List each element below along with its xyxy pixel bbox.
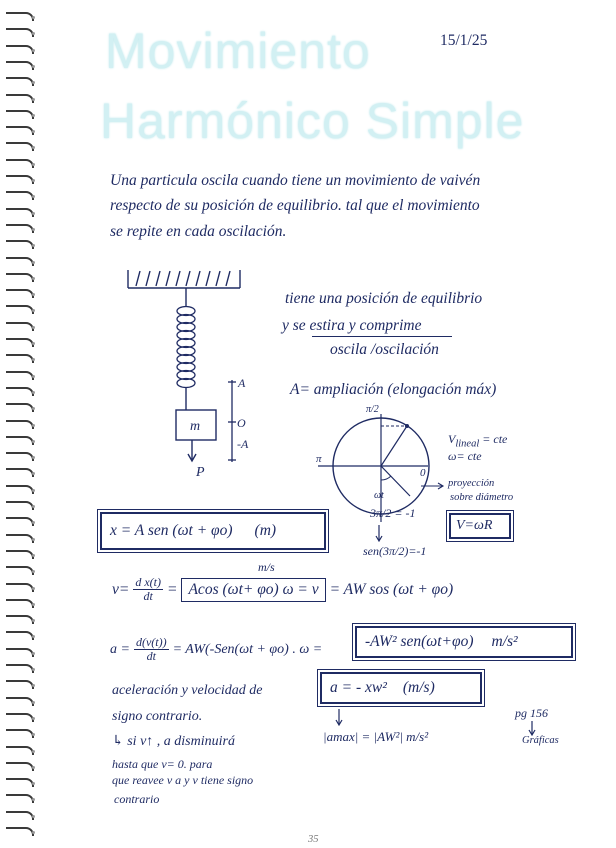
acceleration-short-box	[320, 672, 482, 704]
spiral-ring	[6, 631, 34, 640]
projection-note-2: sobre diámetro	[450, 492, 514, 503]
spiral-ring	[6, 762, 34, 771]
spiral-ring	[6, 45, 34, 54]
spiral-ring	[6, 175, 34, 184]
spiral-ring	[6, 77, 34, 86]
spiral-ring	[6, 273, 34, 282]
linear-velocity-note: $V_{lineal}$ = cte	[448, 432, 508, 450]
note-line-4: hasta que v= 0. para	[112, 757, 213, 771]
title-line-1: Movimiento	[105, 23, 371, 79]
spiral-ring	[6, 371, 34, 380]
spiral-ring	[6, 746, 34, 755]
label-neg-a: -A	[237, 437, 249, 451]
accel-boxed: -AW² sen(ωt+φo)	[365, 633, 474, 650]
linear-velocity-formula: V=ωR	[456, 518, 493, 533]
weight-arrow	[188, 440, 196, 461]
spiral-ring	[6, 713, 34, 722]
label-o: O	[237, 416, 246, 430]
accel-mid: = AW(-Sen(ωt + φo) . ω =	[172, 641, 323, 657]
reference-page: pg 156	[515, 706, 548, 720]
spiral-ring	[6, 664, 34, 673]
label-a: A	[238, 376, 246, 390]
spiral-ring	[6, 240, 34, 249]
spring-note-1: tiene una posición de equilibrio	[285, 290, 483, 307]
spiral-ring	[6, 485, 34, 494]
velocity-boxed: Acos (ωt+ φo) ω = v	[181, 578, 325, 602]
spiral-ring	[6, 12, 34, 21]
spiral-ring	[6, 322, 34, 331]
spring-mass-diagram	[120, 262, 260, 482]
spiral-ring	[6, 142, 34, 151]
projection-note-1: proyección	[448, 478, 495, 489]
angle-arc	[381, 476, 391, 480]
spiral-ring	[6, 534, 34, 543]
spiral-ring	[6, 387, 34, 396]
spiral-ring	[6, 208, 34, 217]
page-number: 35	[308, 834, 319, 845]
circle-point	[405, 424, 409, 428]
spiral-ring	[6, 126, 34, 135]
note-underline	[312, 336, 452, 337]
spiral-ring	[6, 501, 34, 510]
spiral-ring	[6, 94, 34, 103]
spiral-ring	[6, 28, 34, 37]
intro-line-1: Una particula oscila cuando tiene un movimiento de vaivén	[110, 172, 481, 189]
down-arrow-icon	[527, 720, 537, 736]
velocity-unit-top: m/s	[258, 560, 275, 574]
spiral-ring	[6, 420, 34, 429]
intro-line-2: respecto de su posición de equilibrio. tal que el movimiento	[110, 197, 480, 214]
acceleration-equation	[110, 636, 322, 663]
spiral-ring	[6, 517, 34, 526]
spiral-ring	[6, 583, 34, 592]
note-line-6: contrario	[114, 792, 160, 806]
lower-radius	[381, 466, 410, 496]
angular-velocity-note: ω= cte	[448, 449, 482, 463]
intro-line-3: se repite en cada oscilación.	[110, 223, 287, 240]
spiral-ring	[6, 794, 34, 803]
spiral-ring	[6, 778, 34, 787]
weight-label: P	[196, 465, 205, 480]
ceiling	[128, 270, 240, 288]
spring-coil	[177, 307, 195, 388]
acceleration-formula-box	[355, 626, 573, 658]
spiral-ring	[6, 436, 34, 445]
spiral-ring	[6, 550, 34, 559]
spiral-ring	[6, 680, 34, 689]
position-formula-box	[100, 512, 326, 550]
position-unit: (m)	[254, 522, 277, 539]
accel-short-unit: (m/s)	[402, 679, 435, 696]
spiral-ring	[6, 224, 34, 233]
spiral-ring	[6, 566, 34, 575]
spiral-ring	[6, 159, 34, 168]
spiral-ring	[6, 468, 34, 477]
linear-velocity-formula-box	[449, 513, 511, 539]
spiral-ring	[6, 811, 34, 820]
spiral-ring	[6, 289, 34, 298]
label-pi-half: π/2	[366, 404, 379, 415]
spiral-ring	[6, 110, 34, 119]
spring-note-3: oscila /oscilación	[330, 341, 439, 358]
label-pi: π	[316, 453, 322, 465]
radius-line	[381, 426, 407, 466]
down-arrow-icon	[334, 708, 344, 726]
spiral-ring	[6, 648, 34, 657]
amax-formula: |amax| = |AW²| m/s²	[323, 729, 429, 744]
spiral-ring	[6, 191, 34, 200]
spiral-ring	[6, 599, 34, 608]
spiral-ring	[6, 403, 34, 412]
accel-lhs: a =	[110, 641, 130, 657]
note-line-5: que reavee v a y v tiene signo	[112, 773, 254, 787]
sine-value: sen(3π/2)=-1	[363, 544, 427, 558]
three-pi-half-value: 3π/2 = -1	[370, 506, 416, 520]
spiral-ring	[6, 305, 34, 314]
spiral-ring	[6, 827, 34, 836]
velocity-result: = AW sos (ωt + φo)	[329, 580, 454, 598]
spiral-ring	[6, 338, 34, 347]
mass-label: m	[190, 419, 201, 434]
spiral-ring	[6, 354, 34, 363]
right-arrow-icon	[420, 481, 446, 491]
spiral-ring	[6, 697, 34, 706]
spiral-ring	[6, 615, 34, 624]
down-arrow-icon	[374, 524, 384, 542]
title-line-2: Harmónico Simple	[100, 93, 525, 149]
spiral-ring	[6, 61, 34, 70]
spring-note-2: y se estira y comprime	[282, 317, 422, 334]
accel-unit: m/s²	[491, 633, 518, 650]
label-zero: 0	[420, 467, 426, 479]
note-line-2: signo contrario.	[112, 709, 203, 724]
spiral-ring	[6, 729, 34, 738]
velocity-equation: v= $\frac{\text{d x(t)}}{dt}$ = Acos (ωt+ φo) ω = v = AW sos (ωt + φo)	[112, 575, 454, 603]
amplitude-marker	[228, 380, 236, 462]
accel-short: a = - xw²	[330, 679, 387, 696]
position-formula: x = A sen (ωt + φo)	[110, 522, 233, 539]
accel-derivative: $\frac{d(v(t))}{dt}$	[135, 635, 167, 663]
velocity-derivative: $\frac{\text{d x(t)}}{dt}$	[135, 575, 161, 603]
date: 15/1/25	[440, 32, 488, 49]
amplitude-note: A= ampliación (elongación máx)	[290, 381, 497, 398]
reference-label: Gráficas	[522, 735, 559, 746]
velocity-lhs: v=	[112, 580, 130, 598]
spiral-ring	[6, 452, 34, 461]
spiral-ring	[6, 257, 34, 266]
label-omega-t: ωt	[374, 490, 384, 501]
note-line-1: aceleración y velocidad de	[112, 683, 263, 698]
note-line-3: ↳ si v↑ , a disminuirá	[112, 734, 235, 749]
